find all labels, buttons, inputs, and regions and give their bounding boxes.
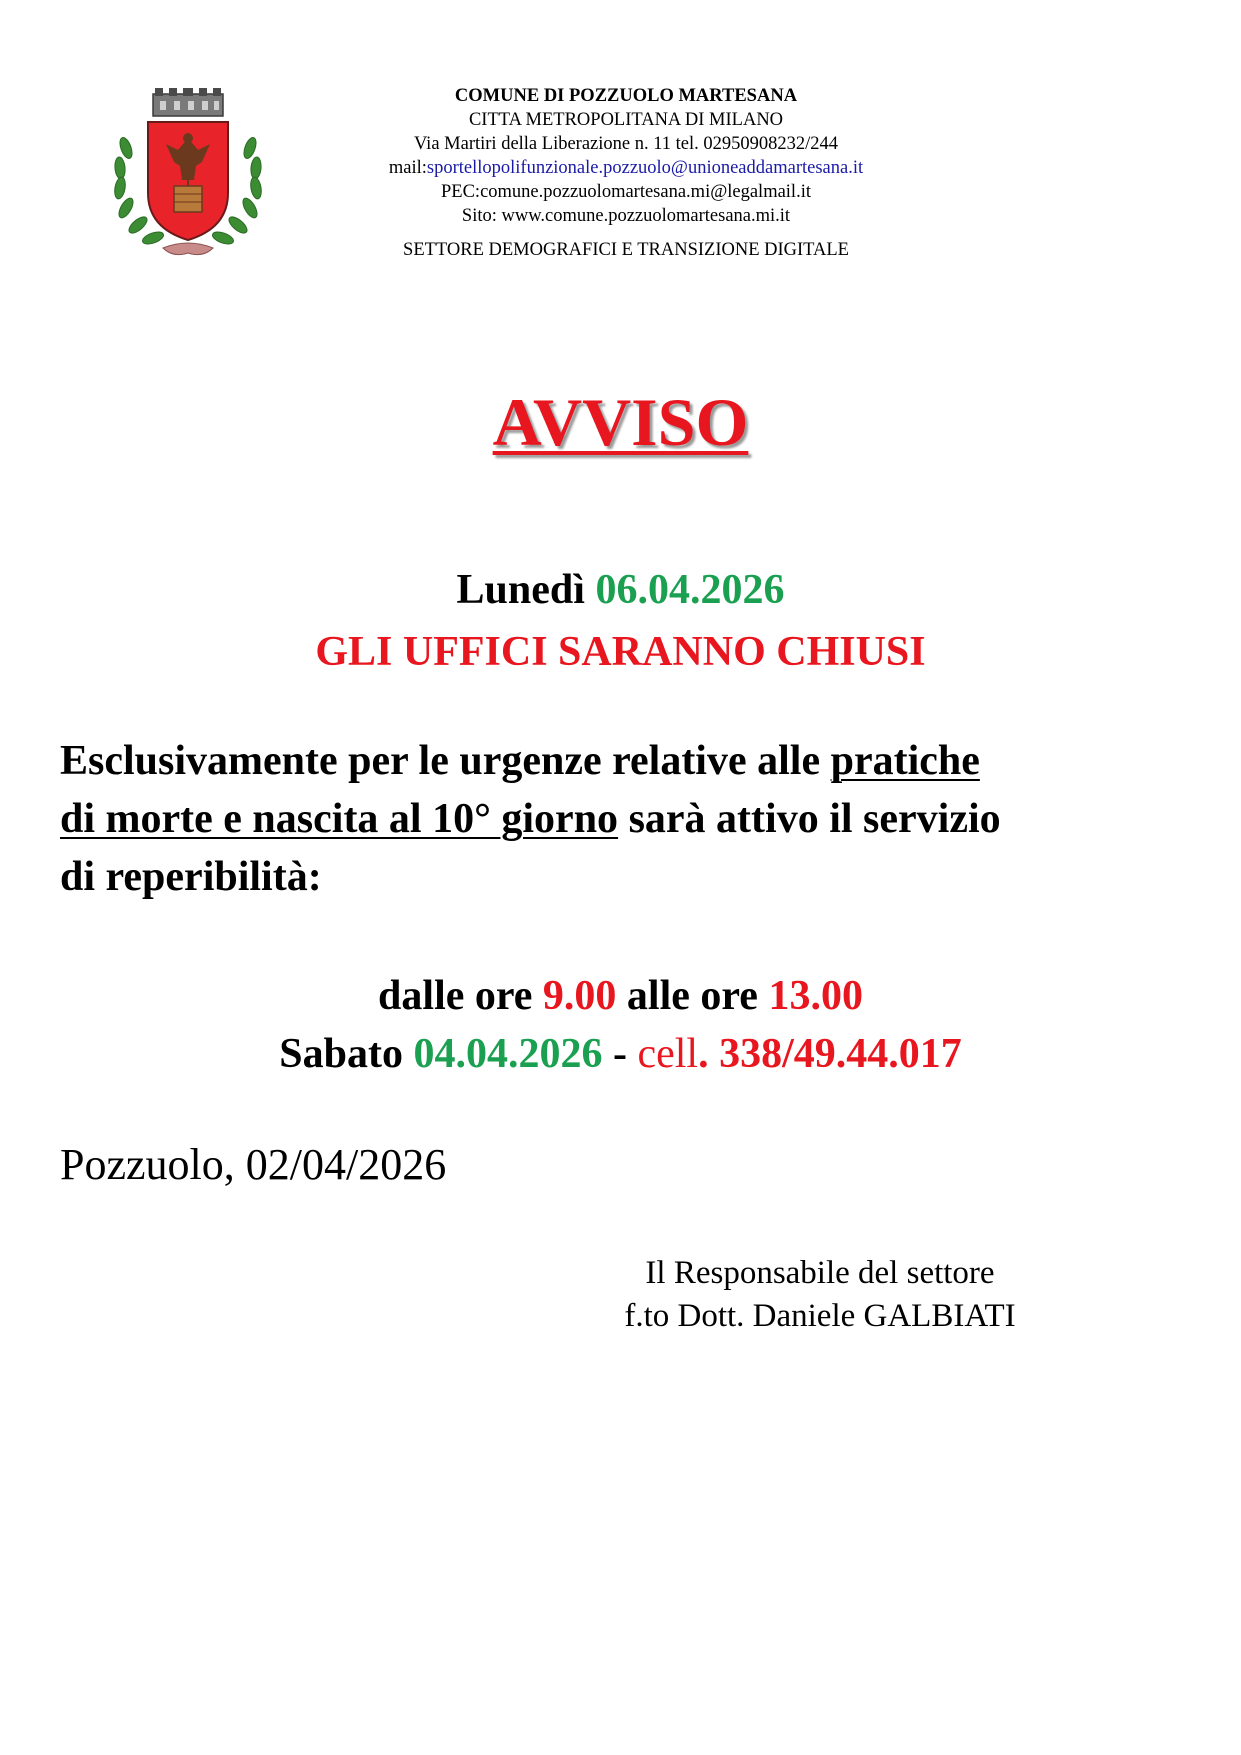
cell-number: . 338/49.44.017 <box>698 1031 962 1077</box>
signer-name: f.to Dott. Daniele GALBIATI <box>624 1298 1016 1334</box>
place-date: Pozzuolo, 02/04/2026 <box>60 1140 447 1189</box>
saturday-date: 04.04.2026 <box>413 1031 603 1077</box>
hours-prefix: dalle ore <box>378 973 543 1019</box>
pec-line: PEC:comune.pozzuolomartesana.mi@legalmail.it <box>441 182 811 202</box>
para-text-2: sarà attivo il servizio <box>618 796 1001 842</box>
para-text-1: Esclusivamente per le urgenze relative alle <box>60 738 831 784</box>
metro-city: CITTA METROPOLITANA DI MILANO <box>468 110 784 130</box>
para-text-3: di reperibilità: <box>60 854 322 900</box>
para-underline-b: di morte e nascita al 10° giorno <box>60 796 619 842</box>
hours-line <box>0 968 1241 1024</box>
email-link[interactable]: sportellopolifunzionale.pozzuolo@unioneaddamartesana.it <box>426 158 864 178</box>
saturday-line <box>0 1026 1241 1082</box>
crest-image <box>108 88 268 263</box>
hours-start: 9.00 <box>542 973 617 1019</box>
email-prefix: mail: <box>388 158 427 178</box>
hours-mid: alle ore <box>616 973 769 1019</box>
saturday-label: Sabato <box>279 1031 414 1077</box>
closure-date: 06.04.2026 <box>595 567 785 613</box>
day-name: Lunedì <box>456 567 585 613</box>
address-phone: Via Martiri della Liberazione n. 11 tel. 02950908232/244 <box>413 134 839 154</box>
urgency-paragraph <box>60 732 1190 906</box>
para-underline-a: pratiche <box>830 738 980 784</box>
signature-block <box>560 1252 1080 1338</box>
signer-role: Il Responsabile del settore <box>645 1255 995 1291</box>
notice-title: AVVISO <box>492 384 749 460</box>
municipal-crest <box>108 88 268 263</box>
email-line <box>330 156 922 180</box>
closure-statement: GLI UFFICI SARANNO CHIUSI <box>315 629 926 675</box>
closure-date-line <box>0 562 1241 618</box>
org-name: COMUNE DI POZZUOLO MARTESANA <box>454 86 798 106</box>
dash: - <box>602 1031 638 1077</box>
site-line: Sito: www.comune.pozzuolomartesana.mi.it <box>461 206 791 226</box>
hours-end: 13.00 <box>768 973 863 1019</box>
sector-name: SETTORE DEMOGRAFICI E TRANSIZIONE DIGITALE <box>403 240 849 260</box>
letterhead <box>330 84 922 262</box>
cell-label: cell <box>637 1031 699 1077</box>
